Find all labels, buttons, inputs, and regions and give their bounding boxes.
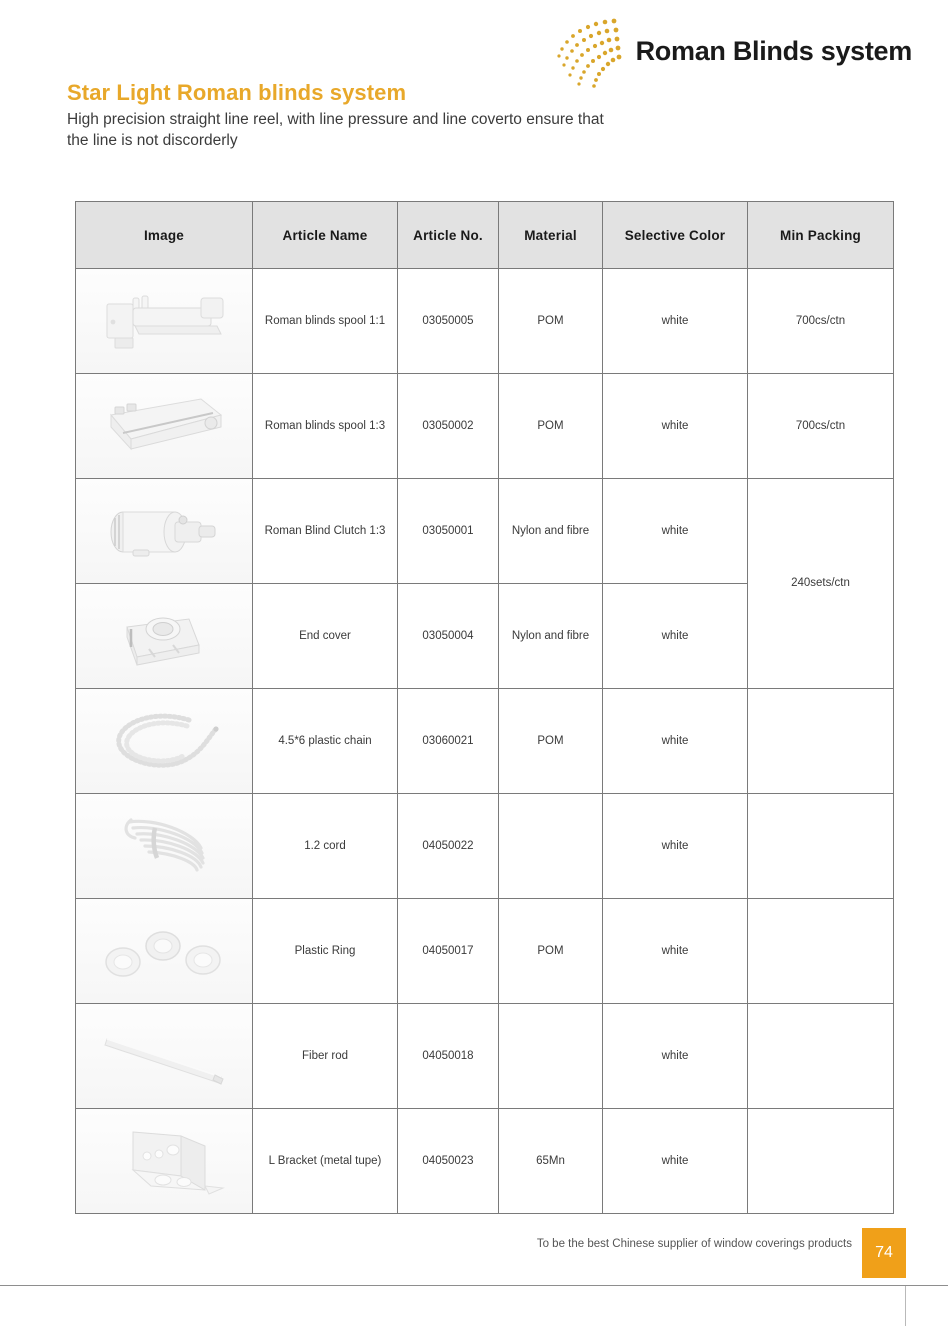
- cell-article-name: 4.5*6 plastic chain: [253, 689, 398, 794]
- product-image-cell: [76, 479, 253, 584]
- brand-header: [550, 14, 912, 88]
- product-image-cell: [76, 794, 253, 899]
- cell-color: white: [603, 689, 748, 794]
- cell-packing: 700cs/ctn: [748, 269, 894, 374]
- cell-material: POM: [499, 899, 603, 1004]
- product-image-cell: [76, 1109, 253, 1214]
- cell-article-name: Roman Blind Clutch 1:3: [253, 479, 398, 584]
- product-image-cell: [76, 689, 253, 794]
- column-header-selective-color: Selective Color: [603, 202, 748, 269]
- cell-packing: [748, 1109, 894, 1214]
- cell-color: white: [603, 584, 748, 689]
- cell-packing: 700cs/ctn: [748, 374, 894, 479]
- cell-material: POM: [499, 689, 603, 794]
- cell-packing: [748, 689, 894, 794]
- brand-name: Roman Blinds system: [635, 35, 912, 66]
- product-image-cell: [76, 584, 253, 689]
- cell-packing-merged: 240sets/ctn: [748, 479, 894, 689]
- page-title: Star Light Roman blinds system: [67, 80, 407, 105]
- page-number-badge: 74: [862, 1228, 906, 1278]
- page-subtitle: High precision straight line reel, with line pressure and line coverto ensure that the line is not discorderly: [67, 111, 604, 149]
- footer-divider: [0, 1285, 948, 1286]
- cell-article-no: 03060021: [398, 689, 499, 794]
- product-catalog-table: [75, 201, 894, 1214]
- cell-article-no: 03050001: [398, 479, 499, 584]
- cell-color: white: [603, 794, 748, 899]
- cell-article-name: Roman blinds spool 1:1: [253, 269, 398, 374]
- cell-article-no: 03050002: [398, 374, 499, 479]
- cell-material: [499, 794, 603, 899]
- plastic-ring-image: [76, 899, 252, 1003]
- cell-color: white: [603, 269, 748, 374]
- cell-color: white: [603, 1004, 748, 1109]
- cell-color: white: [603, 899, 748, 1004]
- roman-blinds-spool-1-3-image: [76, 374, 252, 478]
- table-row: [76, 1004, 894, 1109]
- cell-packing: [748, 1004, 894, 1109]
- cell-article-name: L Bracket (metal tupe): [253, 1109, 398, 1214]
- table-row: [76, 689, 894, 794]
- footer-tagline: To be the best Chinese supplier of window coverings products: [536, 1238, 852, 1250]
- cell-material: [499, 1004, 603, 1109]
- fiber-rod-image: [76, 1004, 252, 1108]
- cell-article-name: Fiber rod: [253, 1004, 398, 1109]
- footer-tick-mark: [905, 1286, 906, 1326]
- product-image-cell: [76, 899, 253, 1004]
- cell-article-no: 03050004: [398, 584, 499, 689]
- cell-color: white: [603, 374, 748, 479]
- cell-article-name: Roman blinds spool 1:3: [253, 374, 398, 479]
- plastic-chain-image: [76, 689, 252, 793]
- table-row: [76, 1109, 894, 1214]
- table-row: [76, 899, 894, 1004]
- cell-article-name: End cover: [253, 584, 398, 689]
- table-row: [76, 269, 894, 374]
- cell-material: Nylon and fibre: [499, 479, 603, 584]
- cell-material: 65Mn: [499, 1109, 603, 1214]
- column-header-material: Material: [499, 202, 603, 269]
- cell-article-no: 03050005: [398, 269, 499, 374]
- column-header-image: Image: [76, 202, 253, 269]
- cell-article-name: Plastic Ring: [253, 899, 398, 1004]
- column-header-article-no: Article No.: [398, 202, 499, 269]
- cell-color: white: [603, 479, 748, 584]
- product-image-cell: [76, 374, 253, 479]
- cell-material: Nylon and fibre: [499, 584, 603, 689]
- end-cover-image: [76, 584, 252, 688]
- roman-blinds-spool-1-1-image: [76, 269, 252, 373]
- table-header-row: [76, 202, 894, 269]
- cell-article-no: 04050022: [398, 794, 499, 899]
- column-header-min-packing: Min Packing: [748, 202, 894, 269]
- cell-material: POM: [499, 374, 603, 479]
- cell-color: white: [603, 1109, 748, 1214]
- product-image-cell: [76, 1004, 253, 1109]
- l-bracket-image: [76, 1109, 252, 1213]
- cell-packing: [748, 899, 894, 1004]
- table-row: [76, 794, 894, 899]
- column-header-article-name: Article Name: [253, 202, 398, 269]
- cell-article-no: 04050018: [398, 1004, 499, 1109]
- cell-packing: [748, 794, 894, 899]
- roman-blind-clutch-1-3-image: [76, 479, 252, 583]
- cord-image: [76, 794, 252, 898]
- cell-article-no: 04050023: [398, 1109, 499, 1214]
- table-row: [76, 374, 894, 479]
- cell-article-no: 04050017: [398, 899, 499, 1004]
- cell-material: POM: [499, 269, 603, 374]
- product-image-cell: [76, 269, 253, 374]
- cell-article-name: 1.2 cord: [253, 794, 398, 899]
- dot-fan-logo-icon: [550, 14, 628, 88]
- table-row: [76, 479, 894, 584]
